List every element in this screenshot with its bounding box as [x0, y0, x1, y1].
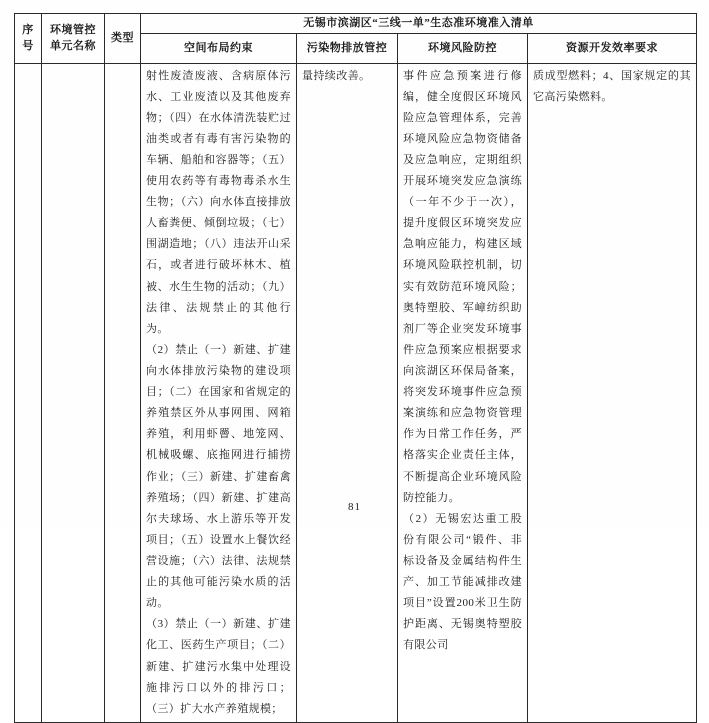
page-number: 81	[348, 501, 361, 513]
header-resource-efficiency: 资源开发效率要求	[528, 33, 697, 63]
header-risk-control: 环境风险防控	[398, 33, 528, 63]
cell-type	[105, 63, 141, 722]
spatial-paragraph-1: 射性废渣废液、含病原体污水、工业废渣以及其他废弃物；（四）在水体清洗装贮过油类或者有毒有害污染物的车辆、船舶和容器等；（五）使用农药等有毒物毒杀水生生物；（六）向水体直接排放人畜粪便、倾倒垃圾；（七）围湖造地；（八）违法开山采石，或者进行破坏林木、植被、水生生物的活动；（九）法律、法规禁止的其他行为。	[146, 69, 291, 335]
cell-risk-control	[398, 63, 528, 722]
header-serial: 序号	[15, 14, 42, 64]
spatial-paragraph-3: （3）禁止（一）新建、扩建化工、医药生产项目；（二）新建、扩建污水集中处理设施排污口以外的排污口；（三）扩大水产养殖规模；	[146, 618, 291, 715]
risk-paragraph-2: （2）无锡宏达重工股份有限公司“锻件、非标设备及金属结构件生产、加工节能减排改建项目”设置200米卫生防护距离、无锡奥特塑胶有限公司	[403, 512, 522, 652]
header-unit-name: 环境管控单元名称	[42, 14, 105, 64]
resource-paragraph: 质成型燃料；4、国家规定的其它高污染燃料。	[533, 69, 691, 103]
table-span-title: 无锡市滨湖区“三线一单”生态准环境准入清单	[141, 14, 697, 34]
spatial-paragraph-2: （2）禁止（一）新建、扩建向水体排放污染物的建设项目；（二）在国家和省规定的养殖禁区外从事网围、网箱养殖，利用虾罾、地笼网、机械吸螺、底拖网进行捕捞作业；（三）新建、扩建畜禽养殖场；（四）新建、扩建高尔夫球场、水上游乐等开发项目；（五）设置水上餐饮经营设施；（六）法律、法规禁止的其他可能污染水质的活动。	[146, 343, 291, 610]
cell-pollutant-control	[297, 63, 398, 722]
table-title-row	[15, 14, 697, 34]
header-type: 类型	[105, 14, 141, 64]
pollutant-paragraph: 量持续改善。	[302, 69, 371, 82]
table-row	[15, 63, 697, 722]
cell-unit-name	[42, 63, 105, 722]
cell-serial	[15, 63, 42, 722]
cell-resource-efficiency	[528, 63, 697, 722]
cell-spatial-constraint	[141, 63, 297, 722]
risk-paragraph-1: 事件应急预案进行修编，健全度假区环境风险应急管理体系，完善环境风险应急物资储备及应急响应，定期组织开展环境突发应急演练（一年不少于一次），提升度假区环境突发应急响应能力，构建区域环境风险联控机制，切实有效防范环境风险；奥特塑胶、军嶂纺织助剂厂等企业突发环境事件应急预案应根据要求向滨湖区环保局备案，将突发环境事件应急预案演练和应急物资管理作为日常工作任务，严格落实企业责任主体，不断提高企业环境风险防控能力。	[403, 69, 522, 504]
access-list-table	[14, 13, 697, 723]
header-spatial-constraint: 空间布局约束	[141, 33, 297, 63]
header-pollutant-control: 污染物排放管控	[297, 33, 398, 63]
